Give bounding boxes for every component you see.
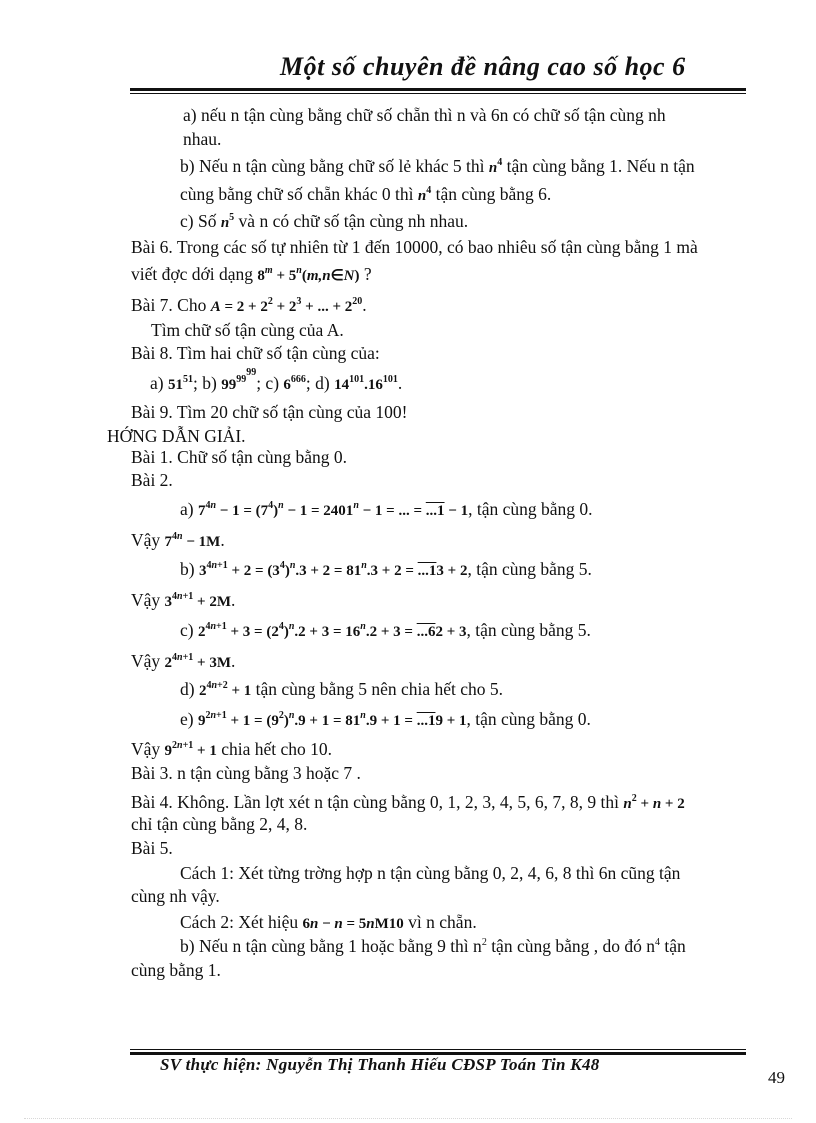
formula: 6n − n = 5nM10: [302, 916, 404, 932]
text-line: Bài 4. Không. Lần lợt xét n tận cùng bằng 0, 1, 2, 3, 4, 5, 6, 7, 8, 9 thì $n^2 + n + 2$: [131, 792, 685, 812]
exercise-8: Bài 8. Tìm hai chữ số tận cùng của:: [131, 343, 380, 363]
text-line: cùng nh vậy.: [131, 886, 220, 906]
exercise-9: Bài 9. Tìm 20 chữ số tận cùng của 100!: [131, 402, 408, 422]
formula: $8^m$ + $5^n(m,n\in N)$: [257, 265, 360, 284]
text-line: Vậy $3^{4n+1} + 2M$.: [131, 590, 236, 610]
text-line: Bài 5.: [131, 838, 173, 858]
formula: $3^{4n+1} + 2 = (3^4)^n.3 + 2 = 81^n.3 + 2 = ...13 + 2$: [198, 560, 468, 579]
formula: $A = 2 + 2^2 + 2^3$ + ... + $2^{20}$: [210, 296, 363, 315]
footer-text: SV thực hiện: Nguyễn Thị Thanh Hiếu CĐSP Toán Tin K48: [160, 1055, 600, 1074]
formula: $2^{4n+2} + 1$: [198, 680, 252, 699]
text-line: Cách 1: Xét từng trờng hợp n tận cùng bằng 0, 2, 4, 6, 8 thì 6n cũng tận: [180, 863, 681, 883]
formula: $7^{4n} - 1 = (7^4)^n - 1 = 2401^n - 1$ = ... = ...1 − 1: [197, 500, 469, 519]
page-edge: [24, 1118, 792, 1119]
page-header: [130, 50, 746, 96]
formula: $99^{99^{99}}$: [221, 367, 257, 393]
exercise-7: Bài 7. Cho $A = 2 + 2^2 + 2^3$ + ... + $2^{20}$.: [131, 295, 367, 315]
header-title: Một số chuyên đề nâng cao số học 6: [280, 52, 686, 81]
formula: $9^{2n+1} + 1$: [164, 740, 217, 759]
text-line: Bài 3. n tận cùng bằng 3 hoặc 7 .: [131, 763, 361, 783]
formula: $2^{4n+1} + 3 = (2^4)^n.2 + 3 = 16^n.2 + 3 = ...62 + 3$: [197, 621, 467, 640]
text-line: cùng bằng 1.: [131, 960, 221, 980]
formula: $51^{51}$: [167, 374, 193, 393]
text-line: viết đợc dới dạng $8^m$ + $5^n(m,n\in N)$ ?: [131, 264, 372, 284]
text-line: Vậy $7^{4n} - 1M$.: [131, 530, 225, 550]
formula: $14^{101}.16^{101}$: [334, 374, 398, 393]
text-line: nhau.: [183, 129, 222, 149]
formula: $n^2 + n + 2$: [623, 793, 685, 812]
text-line: b) Nếu n tận cùng bằng chữ số lẻ khác 5 thì $n^4$ tận cùng bằng 1. Nếu n tận: [180, 156, 695, 176]
text-line: c) $2^{4n+1} + 3 = (2^4)^n.2 + 3 = 16^n.2 + 3 = ...62 + 3$, tận cùng bằng 5.: [180, 620, 591, 640]
text-line: Bài 2.: [131, 470, 173, 490]
text-line: b) $3^{4n+1} + 2 = (3^4)^n.3 + 2 = 81^n.3 + 2 = ...13 + 2$, tận cùng bằng 5.: [180, 559, 592, 579]
footer-rule-thin: [130, 1049, 746, 1050]
formula: $n^4$: [488, 157, 503, 176]
text-line: Cách 2: Xét hiệu 6n − n = 5nM10 vì n chẵn.: [180, 912, 477, 932]
text-line: cùng bằng chữ số chẵn khác 0 thì $n^4$ tận cùng bằng 6.: [180, 184, 552, 204]
header-rule: [130, 88, 746, 91]
text-line: a) $7^{4n} - 1 = (7^4)^n - 1 = 2401^n - 1$ = ... = ...1 − 1, tận cùng bằng 0.: [180, 499, 593, 519]
formula: $9^{2n+1} + 1 = (9^2)^n.9 + 1 = 81^n.9 + 1 = ...19 + 1$: [197, 710, 467, 729]
section-heading: HỚNG DẪN GIẢI.: [107, 426, 246, 446]
formula: $n^4$: [417, 185, 432, 204]
text-line: a) $51^{51}$; b) $99^{99^{99}}$; c) $6^{666}$; d) $14^{101}.16^{101}$.: [150, 367, 403, 393]
text-line: Vậy $2^{4n+1} + 3M$.: [131, 651, 236, 671]
text-line: chỉ tận cùng bằng 2, 4, 8.: [131, 814, 308, 834]
text-line: d) $2^{4n+2} + 1$ tận cùng bằng 5 nên chia hết cho 5.: [180, 679, 504, 699]
text-line: a) nếu n tận cùng bằng chữ số chẵn thì n và 6n có chữ số tận cùng nh: [183, 105, 666, 125]
text-line: e) $9^{2n+1} + 1 = (9^2)^n.9 + 1 = 81^n.9 + 1 = ...19 + 1$, tận cùng bằng 0.: [180, 709, 591, 729]
formula: $3^{4n+1} + 2M$: [164, 591, 232, 610]
text-line: Bài 1. Chữ số tận cùng bằng 0.: [131, 447, 348, 467]
page-number: 49: [768, 1068, 785, 1087]
text-line: Tìm chữ số tận cùng của A.: [151, 320, 344, 340]
page-footer: [130, 1045, 746, 1085]
formula: $7^{4n} - 1M$: [164, 531, 221, 550]
text-line: c) Số $n^5$ và n có chữ số tận cùng nh nhau.: [180, 211, 469, 231]
exercise-6: Bài 6. Trong các số tự nhiên từ 1 đến 10000, có bao nhiêu số tận cùng bằng 1 mà: [131, 237, 698, 257]
formula: $n^5$: [220, 212, 235, 231]
text-line: Vậy $9^{2n+1} + 1$ chia hết cho 10.: [131, 739, 333, 759]
formula: $6^{666}$: [283, 374, 306, 393]
formula: $2^{4n+1} + 3M$: [164, 652, 232, 671]
text-line: b) Nếu n tận cùng bằng 1 hoặc bằng 9 thì $n^2$ tận cùng bằng , do đó $n^4$ tận: [180, 936, 686, 956]
header-rule-thin: [130, 93, 746, 94]
